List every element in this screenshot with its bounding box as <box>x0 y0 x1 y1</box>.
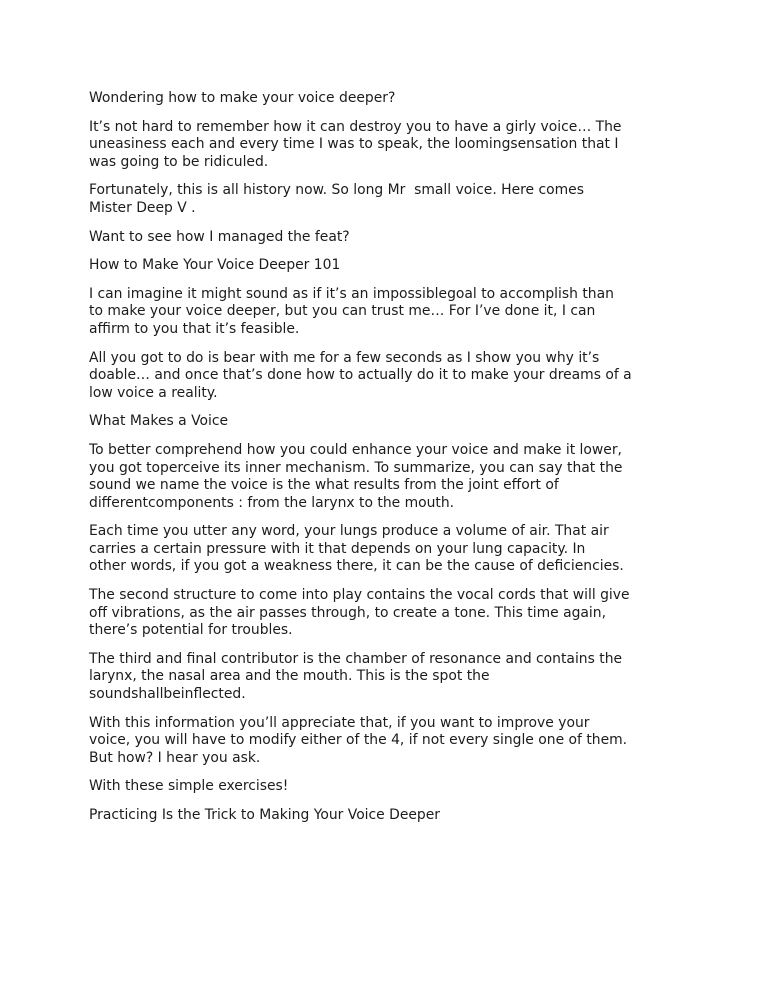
heading-what-makes-a-voice: What Makes a Voice <box>89 413 229 430</box>
paragraph-inner-mechanism: To better comprehend how you could enhance your voice and make it lower, you got toperceive its inner mechanism. To summarize, you can say that the sound we name the voice is the what results from the joint effort of differentcomponents : from the larynx to the mouth. <box>89 441 623 511</box>
paragraph-simple-exercises: With these simple exercises! <box>89 778 289 795</box>
paragraph-resonance-chamber: The third and final contributor is the chamber of resonance and contains the larynx, the nasal area and the mouth. This is the spot the soundshallbeinflected. <box>89 650 623 703</box>
paragraph-fortunately: Fortunately, this is all history now. So long Mr small voice. Here comes Mister Deep V . <box>89 182 584 216</box>
paragraph-girly-voice: It’s not hard to remember how it can destroy you to have a girly voice… The uneasiness each and every time I was to speak, the loomingsensation that I was going to be ridiculed. <box>89 118 622 170</box>
heading-voice-deeper-101: How to Make Your Voice Deeper 101 <box>89 257 341 274</box>
paragraph-vocal-cords: The second structure to come into play contains the vocal cords that will give off vibrations, as the air passes through, to create a tone. This time again, there’s potential for troubles. <box>89 587 630 639</box>
heading-practicing-trick: Practicing Is the Trick to Making Your Voice Deeper <box>89 807 441 823</box>
document-page <box>89 90 689 836</box>
paragraph-impossible-goal: I can imagine it might sound as if it’s an impossiblegoal to accomplish than to make your voice deeper, but you can trust me… For I’ve done it, I can affirm to you that it’s feasible. <box>89 285 614 337</box>
paragraph-improve-voice: With this information you’ll appreciate that, if you want to improve your voice, you will have to modify either of the 4, if not every single one of them. But how? I hear you ask. <box>89 714 628 766</box>
paragraph-bear-with-me: All you got to do is bear with me for a few seconds as I show you why it’s doable… and once that’s done how to actually do it to make your dreams of a low voice a reality. <box>89 349 632 401</box>
paragraph-lungs: Each time you utter any word, your lungs produce a volume of air. That air carries a certain pressure with it that depends on your lung capacity. In other words, if you got a weakness there, it can be the cause of deficiencies. <box>89 523 624 575</box>
paragraph-want-to-see: Want to see how I managed the feat? <box>89 228 350 245</box>
paragraph-intro-question: Wondering how to make your voice deeper? <box>89 90 396 106</box>
